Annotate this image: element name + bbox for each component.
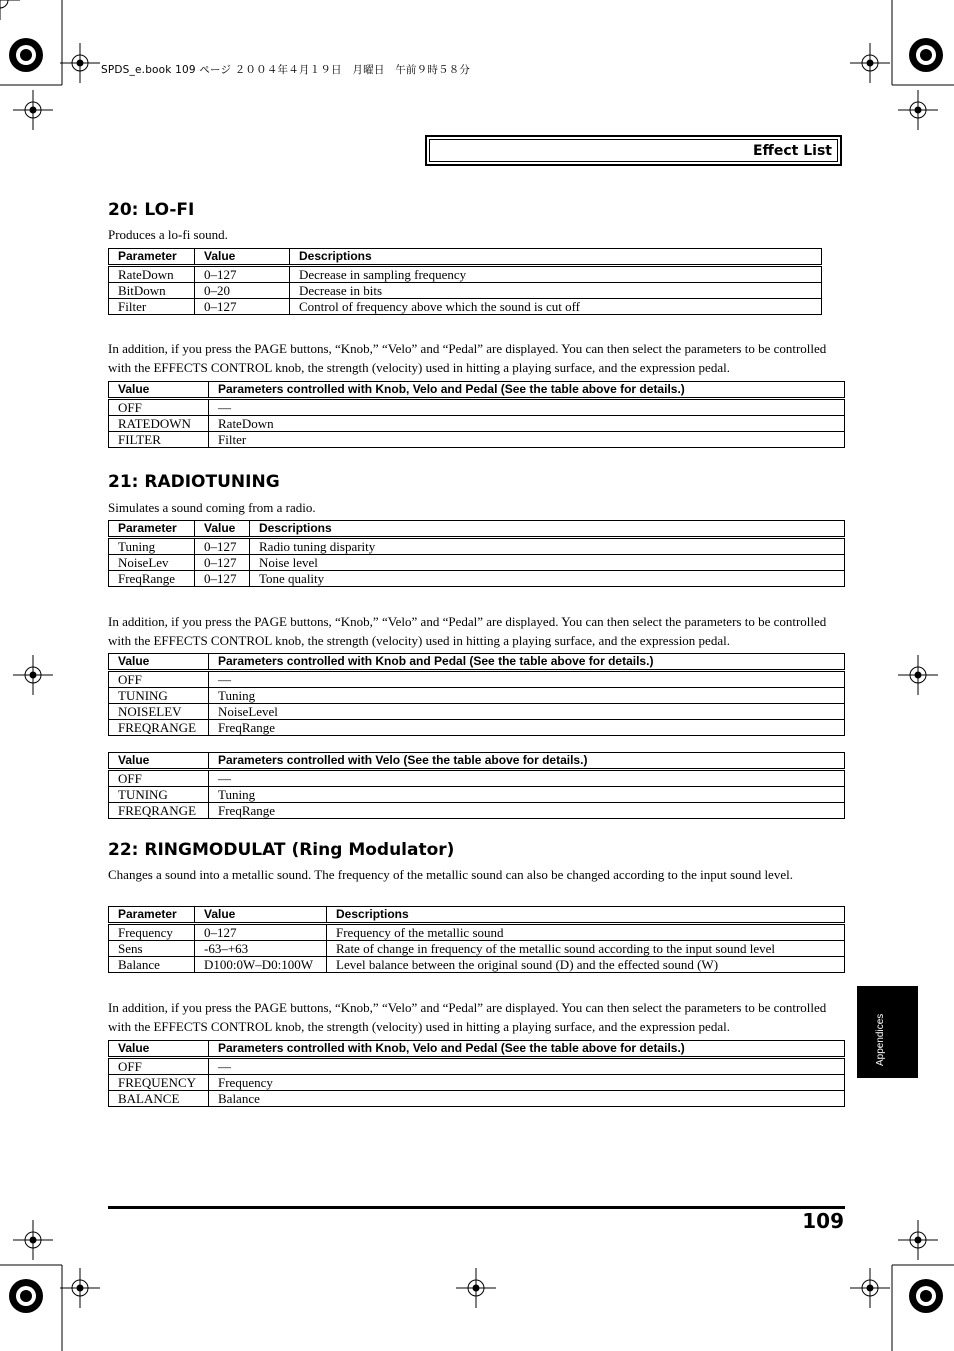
cell: FREQRANGE: [109, 720, 209, 736]
page-number: 109: [802, 1209, 844, 1233]
lofi-intro: Produces a lo-fi sound.: [108, 227, 228, 242]
cell: 0–127: [195, 266, 290, 283]
cell: Decrease in sampling frequency: [290, 266, 822, 283]
radiotuning-knob-pedal-table: [108, 653, 845, 736]
col-header: Parameter: [109, 249, 195, 266]
footer-rule: [108, 1206, 845, 1209]
table-row: [109, 924, 845, 941]
cell: FreqRange: [109, 571, 195, 587]
cell: Tuning: [209, 688, 845, 704]
table-header-row: [109, 1041, 845, 1058]
col-header: Value: [109, 382, 209, 399]
table-header-row: [109, 654, 845, 671]
table-row: [109, 299, 822, 315]
col-header: Descriptions: [250, 521, 845, 538]
col-header: Value: [109, 654, 209, 671]
cell: TUNING: [109, 787, 209, 803]
cell: Sens: [109, 941, 195, 957]
radiotuning-note: In addition, if you press the PAGE buttons, “Knob,” “Velo” and “Pedal” are displayed. You can then select the parameters to be controlled with the EFFECTS CONTROL knob, the strength (velocity) used in hitting a playing surface, and the expression pedal.: [108, 614, 827, 648]
cell: —: [209, 1058, 845, 1075]
section-header: Effect List: [425, 135, 842, 166]
table-row: [109, 803, 845, 819]
table-row: [109, 399, 845, 416]
table-row: [109, 704, 845, 720]
col-header: Parameters controlled with Knob and Pedal (See the table above for details.): [209, 654, 845, 671]
col-header: Value: [195, 907, 327, 924]
cell: Tuning: [109, 538, 195, 555]
table-row: [109, 787, 845, 803]
col-header: Parameters controlled with Knob, Velo and Pedal (See the table above for details.): [209, 1041, 845, 1058]
table-row: [109, 770, 845, 787]
cell: FREQUENCY: [109, 1075, 209, 1091]
cell: Tone quality: [250, 571, 845, 587]
table-header-row: [109, 907, 845, 924]
cell: OFF: [109, 1058, 209, 1075]
table-row: [109, 941, 845, 957]
table-header-row: [109, 521, 845, 538]
radiotuning-params-table: [108, 520, 845, 587]
cell: FILTER: [109, 432, 209, 448]
cell: RATEDOWN: [109, 416, 209, 432]
table-row: [109, 416, 845, 432]
cell: 0–127: [195, 299, 290, 315]
cell: D100:0W–D0:100W: [195, 957, 327, 973]
cell: 0–127: [195, 538, 250, 555]
cell: OFF: [109, 671, 209, 688]
table-row: [109, 688, 845, 704]
cell: TUNING: [109, 688, 209, 704]
lofi-title: 20: LO-FI: [108, 200, 195, 220]
table-header-row: [109, 382, 845, 399]
col-header: Descriptions: [290, 249, 822, 266]
table-row: [109, 957, 845, 973]
col-header: Parameter: [109, 907, 195, 924]
cell: Radio tuning disparity: [250, 538, 845, 555]
table-row: [109, 266, 822, 283]
cell: Balance: [109, 957, 195, 973]
cell: —: [209, 399, 845, 416]
cell: OFF: [109, 770, 209, 787]
cell: RateDown: [209, 416, 845, 432]
table-row: [109, 571, 845, 587]
col-header: Value: [109, 753, 209, 770]
print-slug: SPDS_e.book 109 ページ ２００４年４月１９日 月曜日 午前９時５８分: [101, 64, 471, 76]
table-row: [109, 1075, 845, 1091]
cell: NoiseLevel: [209, 704, 845, 720]
cell: FreqRange: [209, 720, 845, 736]
cell: RateDown: [109, 266, 195, 283]
cell: OFF: [109, 399, 209, 416]
col-header: Parameters controlled with Knob, Velo and Pedal (See the table above for details.): [209, 382, 845, 399]
cell: NOISELEV: [109, 704, 209, 720]
cell: Rate of change in frequency of the metallic sound according to the input sound level: [327, 941, 845, 957]
cell: BitDown: [109, 283, 195, 299]
cell: Frequency: [209, 1075, 845, 1091]
lofi-controls-table: [108, 381, 845, 448]
lofi-note: In addition, if you press the PAGE buttons, “Knob,” “Velo” and “Pedal” are displayed. You can then select the parameters to be controlled with the EFFECTS CONTROL knob, the strength (velocity) used in hitting a playing surface, and the expression pedal.: [108, 341, 827, 375]
cell: —: [209, 770, 845, 787]
lofi-params-table: [108, 248, 822, 315]
table-row: [109, 1058, 845, 1075]
table-row: [109, 283, 822, 299]
table-row: [109, 720, 845, 736]
table-row: [109, 538, 845, 555]
radiotuning-velo-table: [108, 752, 845, 819]
col-header: Value: [109, 1041, 209, 1058]
cell: Frequency: [109, 924, 195, 941]
col-header: Value: [195, 249, 290, 266]
col-header: Parameters controlled with Velo (See the table above for details.): [209, 753, 845, 770]
ringmod-params-table: [108, 906, 845, 973]
cell: BALANCE: [109, 1091, 209, 1107]
table-row: [109, 671, 845, 688]
cell: 0–127: [195, 555, 250, 571]
ringmod-intro: Changes a sound into a metallic sound. The frequency of the metallic sound can also be changed according to the input sound level.: [108, 867, 793, 882]
cell: Control of frequency above which the sound is cut off: [290, 299, 822, 315]
table-row: [109, 555, 845, 571]
ringmod-note: In addition, if you press the PAGE buttons, “Knob,” “Velo” and “Pedal” are displayed. You can then select the parameters to be controlled with the EFFECTS CONTROL knob, the strength (velocity) used in hitting a playing surface, and the expression pedal.: [108, 1000, 827, 1034]
cell: —: [209, 671, 845, 688]
radiotuning-title: 21: RADIOTUNING: [108, 472, 280, 492]
table-row: [109, 1091, 845, 1107]
cell: FREQRANGE: [109, 803, 209, 819]
cell: Filter: [209, 432, 845, 448]
cell: Tuning: [209, 787, 845, 803]
side-tab-label: Appendices: [875, 1013, 886, 1066]
cell: 0–127: [195, 924, 327, 941]
cell: Balance: [209, 1091, 845, 1107]
col-header: Value: [195, 521, 250, 538]
cell: FreqRange: [209, 803, 845, 819]
cell: Filter: [109, 299, 195, 315]
side-tab-appendices: [857, 986, 918, 1078]
cell: NoiseLev: [109, 555, 195, 571]
col-header: Parameter: [109, 521, 195, 538]
table-row: [109, 432, 845, 448]
cell: Noise level: [250, 555, 845, 571]
cell: 0–127: [195, 571, 250, 587]
radiotuning-intro: Simulates a sound coming from a radio.: [108, 500, 316, 515]
cell: 0–20: [195, 283, 290, 299]
cell: Level balance between the original sound (D) and the effected sound (W): [327, 957, 845, 973]
ringmod-title: 22: RINGMODULAT (Ring Modulator): [108, 840, 455, 860]
cell: -63–+63: [195, 941, 327, 957]
table-header-row: [109, 753, 845, 770]
cell: Frequency of the metallic sound: [327, 924, 845, 941]
ringmod-controls-table: [108, 1040, 845, 1107]
col-header: Descriptions: [327, 907, 845, 924]
table-header-row: [109, 249, 822, 266]
cell: Decrease in bits: [290, 283, 822, 299]
